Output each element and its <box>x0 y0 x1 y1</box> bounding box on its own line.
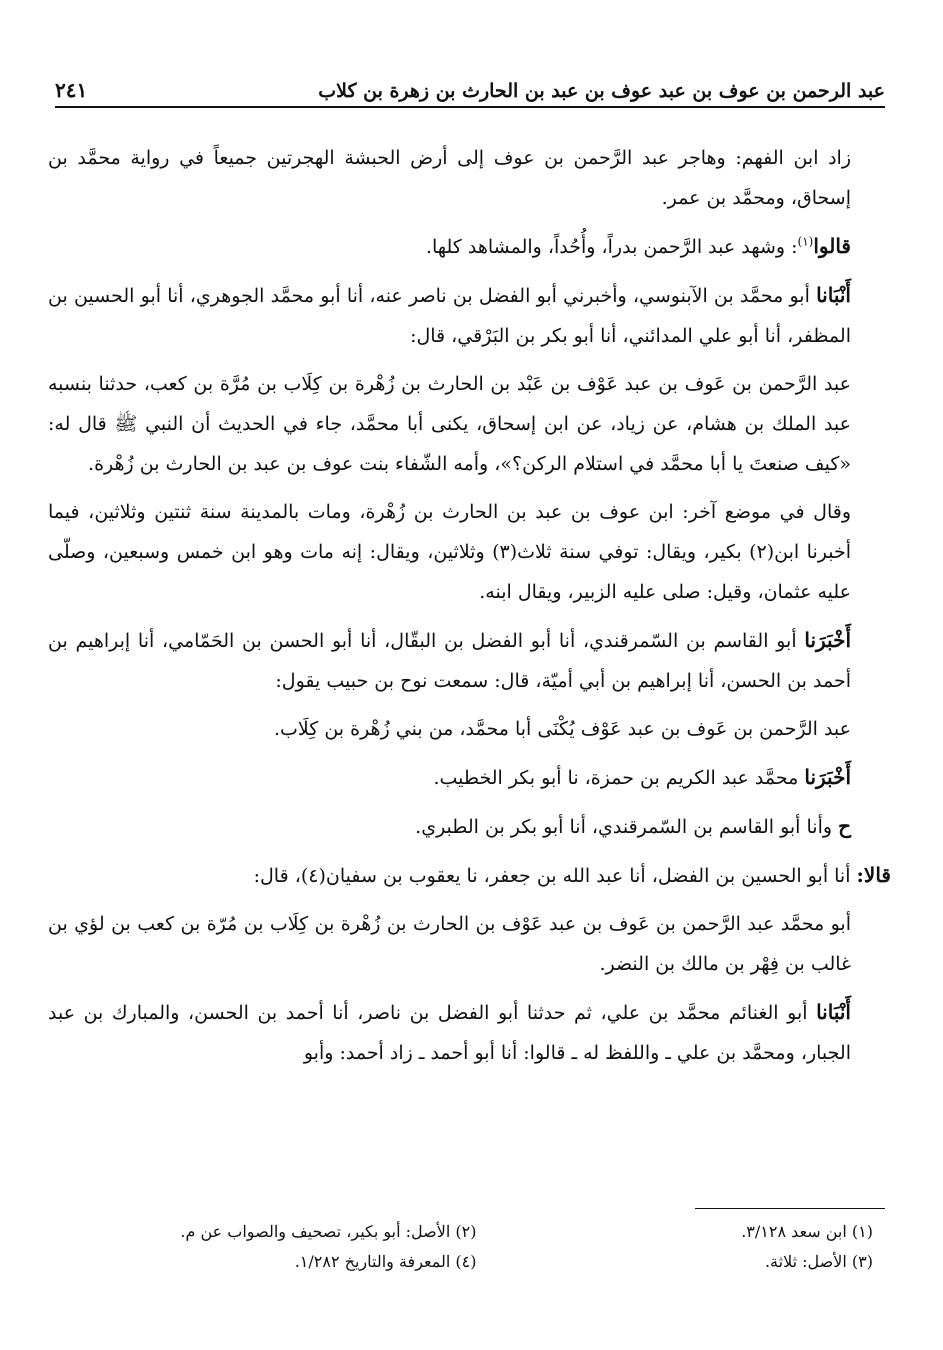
paragraph <box>48 275 891 356</box>
paragraph-lead: أَخْبَرَنا <box>804 765 851 789</box>
paragraph-text: زاد ابن الفهم: وهاجر عبد الرَّحمن بن عوف إلى أرض الحبشة الهجرتين جميعاً في رواية محمَّد بن إسحاق، ومحمَّد بن عمر. <box>48 147 851 209</box>
footnote-divider <box>695 1208 885 1209</box>
paragraph <box>48 904 891 984</box>
paragraph-lead: قالوا <box>813 234 851 258</box>
footnote: (٤) المعرفة والتاريخ ١/٢٨٢. <box>294 1252 477 1271</box>
paragraph <box>48 806 891 847</box>
paragraph <box>48 855 891 896</box>
paragraph-lead: أَنْبَانا <box>816 283 851 307</box>
paragraph-text: أبو محمَّد عبد الرَّحمن بن عَوف بن عبد عَوْف بن الحارث بن زُهْرة بن كِلَاب بن مُرّة بن كعب بن لؤي بن غالب بن فِهْر بن مالك بن النضر. <box>48 913 851 975</box>
running-header <box>55 58 885 108</box>
footnote: (١) ابن سعد ٣/١٢٨. <box>741 1222 873 1241</box>
paragraph-text: : وشهد عبد الرَّحمن بدراً، وأُحُداً، والمشاهد كلها. <box>425 236 798 258</box>
header-title: عبد الرحمن بن عوف بن عبد عوف بن عبد بن الحارث بن زهرة بن كلاب <box>318 80 885 102</box>
paragraph-lead: ح <box>838 814 851 838</box>
main-text <box>48 138 891 1081</box>
paragraph-text: عبد الرَّحمن بن عَوف بن عبد عَوْف يُكْنَى أبا محمَّد، من بني زُهْرة بن كِلَاب. <box>273 718 851 740</box>
paragraph-lead: أَنْبَانا <box>816 1000 851 1024</box>
paragraph-lead: أَخْبَرَنا <box>804 628 851 652</box>
paragraph-lead: قالا: <box>856 863 891 887</box>
paragraph <box>48 492 891 612</box>
paragraph <box>48 992 891 1073</box>
footnote-ref: (١) <box>797 234 814 249</box>
paragraph-text: عبد الرَّحمن بن عَوف بن عبد عَوْف بن عَبْد بن الحارث بن زُهْرة بن كِلَاب بن مُرَّة بن كعب، حدثنا بنسبه عبد الملك بن هشام، عن زياد، عن ابن إسحاق، يكنى أبا محمَّد، جاء في الحديث أن النبي ﷺ قال له: «كيف صنعتَ يا أبا محمَّد في استلام الركن؟»، وأمه الشّفاء بنت عوف بن عبد بن الحارث بن زُهْرة. <box>48 373 851 475</box>
footnote: (٢) الأصل: أبو بكير، تصحيف والصواب عن م. <box>180 1222 477 1241</box>
footnotes <box>100 1220 873 1274</box>
paragraph-text: محمَّد عبد الكريم بن حمزة، نا أبو بكر الخطيب. <box>433 767 805 789</box>
paragraph <box>48 709 891 749</box>
footnote: (٣) الأصل: ثلاثة. <box>764 1252 873 1271</box>
paragraph <box>48 138 891 218</box>
paragraph-text: أنا أبو الحسين بن الفضل، أنا عبد الله بن جعفر، نا يعقوب بن سفيان(٤)، قال: <box>253 865 857 887</box>
paragraph-text: وأنا أبو القاسم بن السّمرقندي، أنا أبو بكر بن الطبري. <box>415 816 839 838</box>
paragraph-text: أبو محمَّد بن الآبنوسي، وأخبرني أبو الفضل بن ناصر عنه، أنا أبو محمَّد الجوهري، أنا أبو الحسين بن المظفر، أنا أبو علي المدائني، أنا أبو بكر بن البَرْقي، قال: <box>48 285 851 347</box>
paragraph <box>48 226 891 267</box>
paragraph <box>48 364 891 484</box>
paragraph <box>48 757 891 798</box>
paragraph-text: أبو الغنائم محمَّد بن علي، ثم حدثنا أبو الفضل بن ناصر، أنا أحمد بن الحسن، والمبارك بن عبد الجبار، ومحمَّد بن علي ـ واللفظ له ـ قالوا: أنا أبو أحمد ـ زاد أحمد: وأبو <box>48 1002 851 1064</box>
paragraph-text: وقال في موضع آخر: ابن عوف بن عبد بن الحارث بن زُهْرة، ومات بالمدينة سنة ثنتين وثلاثين، فيما أخبرنا ابن(٢) بكير، ويقال: توفي سنة ثلاث(٣) وثلاثين، ويقال: إنه مات وهو ابن خمس وسبعين، وصلّى عليه عثمان، وقيل: صلى عليه الزبير، ويقال ابنه. <box>48 501 851 603</box>
page-number: ٢٤١ <box>55 78 88 102</box>
paragraph-text: أبو القاسم بن السّمرقندي، أنا أبو الفضل بن البقّال، أنا أبو الحسن بن الحَمّامي، أنا إبراهيم بن أحمد بن الحسن، أنا إبراهيم بن أبي أميّة، قال: سمعت نوح بن حبيب يقول: <box>48 630 851 692</box>
paragraph <box>48 620 891 701</box>
